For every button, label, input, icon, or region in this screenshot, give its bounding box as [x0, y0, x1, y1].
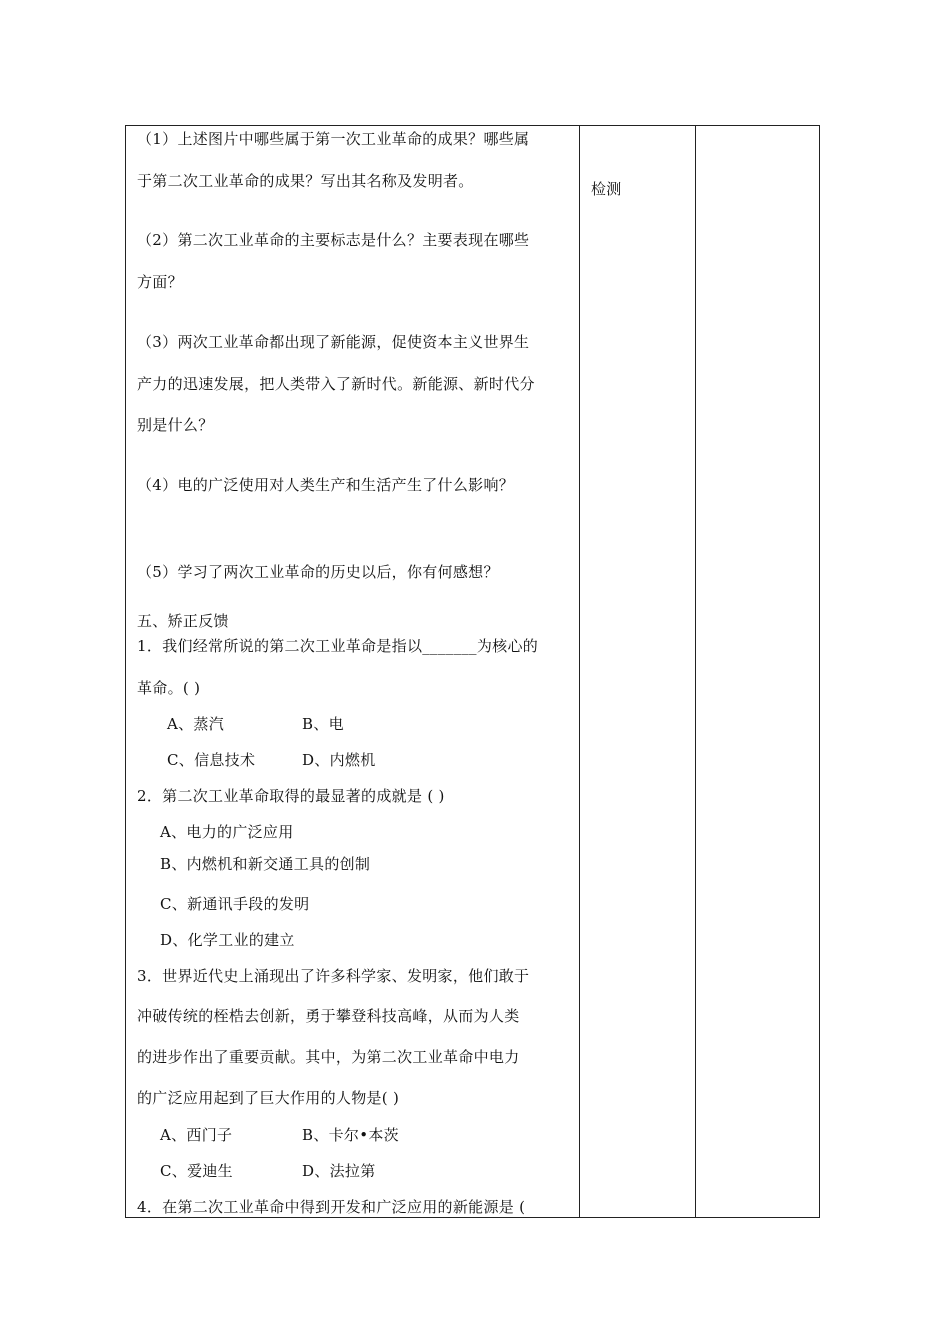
option: B、电: [302, 715, 344, 733]
question-line: 别是什么？: [137, 416, 214, 434]
question-line: 产力的迅速发展，把人类带入了新时代。新能源、新时代分: [137, 375, 535, 393]
option: D、法拉第: [302, 1162, 376, 1180]
question-line: 于第二次工业革命的成果？写出其名称及发明者。: [137, 172, 474, 190]
option: B、卡尔•本茨: [302, 1126, 399, 1144]
side-label-check: 检测: [591, 180, 622, 198]
option: A、西门子: [160, 1126, 233, 1144]
column-divider: [695, 126, 696, 1217]
option: D、化学工业的建立: [160, 931, 295, 949]
question-line: （4）电的广泛使用对人类生产和生活产生了什么影响？: [137, 476, 515, 494]
option: D、内燃机: [302, 751, 376, 769]
exercise-stem: 的进步作出了重要贡献。其中，为第二次工业革命中电力: [137, 1048, 520, 1066]
column-divider: [579, 126, 580, 1217]
option: A、蒸汽: [167, 715, 225, 733]
option: A、电力的广泛应用: [160, 823, 294, 841]
question-line: （3）两次工业革命都出现了新能源，促使资本主义世界生: [137, 333, 530, 351]
option: B、内燃机和新交通工具的创制: [160, 855, 371, 873]
exercise-stem: 1．我们经常所说的第二次工业革命是指以_______为核心的: [137, 637, 539, 655]
exercise-stem: 冲破传统的桎梏去创新，勇于攀登科技高峰，从而为人类: [137, 1007, 520, 1025]
exercise-stem: 的广泛应用起到了巨大作用的人物是( ): [137, 1089, 400, 1107]
exercise-stem: 2．第二次工业革命取得的最显著的成就是 ( ): [137, 787, 445, 805]
option: C、爱迪生: [160, 1162, 233, 1180]
option: C、信息技术: [167, 751, 256, 769]
exercise-stem: 4．在第二次工业革命中得到开发和广泛应用的新能源是 (: [137, 1198, 526, 1216]
option: C、新通讯手段的发明: [160, 895, 310, 913]
question-line: （1）上述图片中哪些属于第一次工业革命的成果？哪些属: [137, 130, 530, 148]
exercise-stem: 3．世界近代史上涌现出了许多科学家、发明家，他们敢于: [137, 967, 530, 985]
question-line: （5）学习了两次工业革命的历史以后，你有何感想？: [137, 563, 499, 581]
question-line: 方面？: [137, 273, 183, 291]
section-title: 五、矫正反馈: [137, 612, 229, 630]
question-line: （2）第二次工业革命的主要标志是什么？主要表现在哪些: [137, 231, 530, 249]
exercise-stem: 革命。( ): [137, 679, 201, 697]
